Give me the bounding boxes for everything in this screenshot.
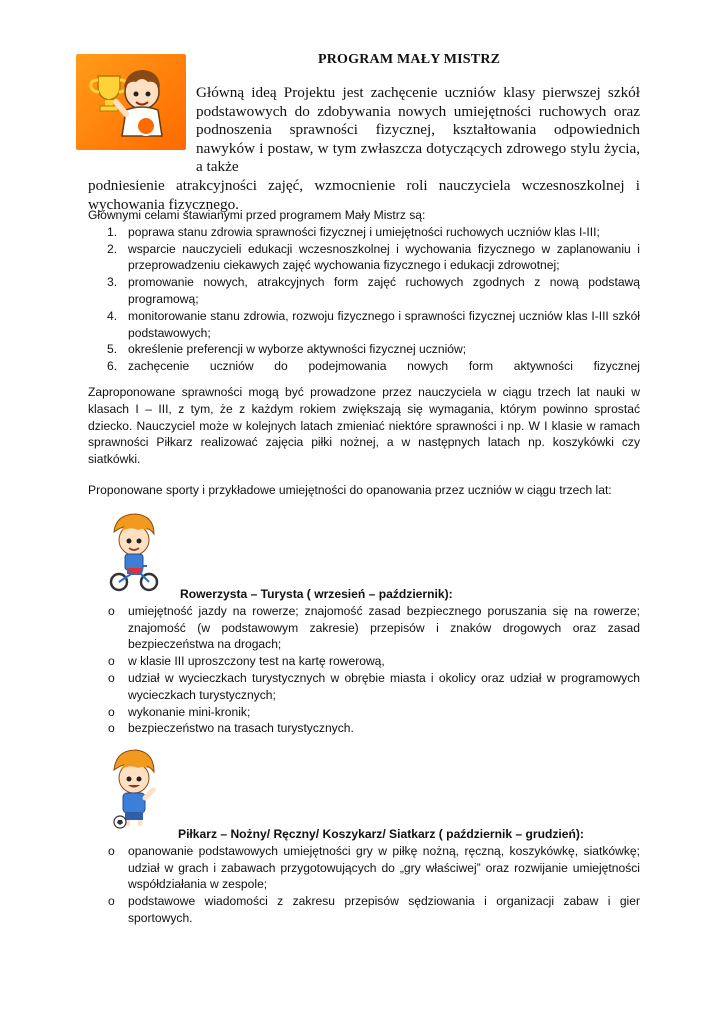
list-item: o podstawowe wiadomości z zakresu przepisów sędziowania i organizacji zabaw i gier sportowych. <box>108 894 640 925</box>
cyclist-icon <box>108 512 160 592</box>
list-item: o umiejętność jazdy na rowerze; znajomość zasad bezpiecznego poruszania się na rowerze; znajomość (w podstawowym zakresie) przepisów i znaków drogowych oraz zasad bezpieczeństwa na drogach; <box>108 603 640 652</box>
paragraph-2: Proponowane sporty i przykładowe umiejętności do opanowania przez uczniów w ciągu trzech lat: <box>88 483 612 497</box>
list-item: 2. wsparcie nauczycieli edukacji wczesnoszkolnej i wychowania fizycznego w zaplanowaniu i przeprowadzeniu ciekawych zajęć wychowania fizycznego i edukacji zdrowotnej; <box>107 241 640 273</box>
list-item: 4. monitorowanie stanu zdrowia, rozwoju fizycznego i sprawności fizycznej uczniów klas I-III szkół podstawowych; <box>107 308 640 340</box>
intro-text <box>88 84 640 214</box>
list-item: o udział w wycieczkach turystycznych w obrębie miasta i okolicy oraz udział w programowych wycieczkach turystycznych; <box>108 670 640 702</box>
sport-section-footballer <box>88 826 640 927</box>
paragraph-1: Zaproponowane sprawności mogą być prowadzone przez nauczyciela w ciągu trzech lat nauki w klasach I – III, z tym, że z każdym rokiem zwiększają się wymagania, którym powinno sprostać dziecko. Nauczyciel może w kolejnych latach zmieniać niektóre sprawności i np. W I klasie w ramach sprawności Piłkarz realizować zajęcia piłki nożnej, a w następnych latach np. koszykówki czy siatkówki. <box>88 385 640 467</box>
intro-paragraph: Główną ideą Projektu jest zachęcenie uczniów klasy pierwszej szkół podstawowych do zdobywania nowych umiejętności ruchowych oraz podnoszenia sprawności fizycznej, kształtowania odpowiednich nawyków i postaw, w tym zwłaszcza dotyczących zdrowego stylu życia, a także <box>196 84 640 176</box>
goals-heading: Głównymi celami stawianymi przed programem Mały Mistrz są: <box>88 208 426 222</box>
page-title: PROGRAM MAŁY MISTRZ <box>318 52 501 67</box>
sport-heading-cyclist: Rowerzysta – Turysta ( wrzesień – październik): <box>180 587 453 601</box>
sport-heading-footballer: Piłkarz – Nożny/ Ręczny/ Koszykarz/ Siatkarz ( październik – grudzień): <box>178 827 584 841</box>
cyclist-illustration <box>108 512 160 592</box>
intro-continuation: podniesienie atrakcyjności zajęć, wzmocnienie roli nauczyciela wczesnoszkolnej i wychowania fizycznego. <box>88 176 640 213</box>
list-item: o w klasie III uproszczony test na kartę rowerową, <box>108 654 385 669</box>
list-item: o wykonanie mini-kronik; <box>108 704 251 719</box>
sport-section-cyclist <box>88 586 640 737</box>
list-item: 6. zachęcenie uczniów do podejmowania nowych form aktywności fizycznej <box>107 359 640 374</box>
list-item: 5. określenie preferencji w wyborze aktywności fizycznej uczniów; <box>107 342 467 357</box>
goals-section <box>88 207 640 375</box>
list-item: 3. promowanie nowych, atrakcyjnych form zajęć ruchowych zgodnych z nową podstawą programową; <box>107 275 640 306</box>
footballer-skills-list <box>88 843 640 927</box>
list-item: o bezpieczeństwo na trasach turystycznych. <box>108 721 354 736</box>
footballer-illustration <box>108 748 160 830</box>
cyclist-skills-list <box>88 603 640 737</box>
goals-list <box>88 224 640 375</box>
list-item: o opanowanie podstawowych umiejętności gry w piłkę nożną, ręczną, koszykówkę, siatkówkę; udział w grach i zabawach przygotowujących do „gry właściwej” oraz rozwijanie umiejętności współdziałania w zespole; <box>108 843 640 892</box>
list-item: 1. poprawa stanu zdrowia sprawności fizycznej i umiejętności ruchowych uczniów klas I-III; <box>107 224 600 239</box>
footballer-icon <box>108 748 160 830</box>
